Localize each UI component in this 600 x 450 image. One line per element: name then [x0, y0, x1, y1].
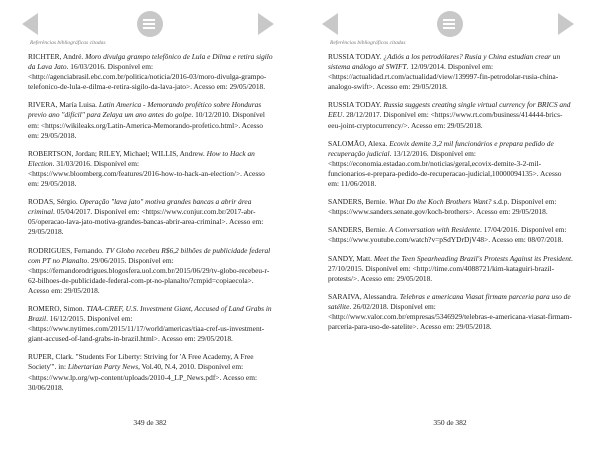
reference-entry: RIVERA, María Luisa. Latin America - Memorando profético sobre Honduras previo ano "difícil" para Zelaya um ano antes do golpe. 10/12/2010. Disponível em: <https://wikileaks.org/Latin-America-Memorando-profetico.html>. Acesso em: 29/05/2018. — [28, 100, 265, 140]
reference-entry: RUSSIA TODAY. Russia suggests creating single virtual currency for BRICS and EEU. 28/12/2017. Disponível em: <https://www.rt.com/business/414444-brics-eeu-joint-cryptocurrency/>. Acesso em: 29/05/2018. — [328, 100, 571, 130]
reference-entry: RODAS, Sérgio. Operação "lava jato" motiva grandes bancas a abrir área criminal. 05/04/2017. Disponível em: <https://www.conjur.com.br/2017-abr-05/operacao-lava-jato-motiva-grandes-bancas-abrir-area-criminal>. Acesso em: 29/05/2018. — [28, 197, 264, 237]
reference-entry: RUSSIA TODAY. ¿Adiós a los petrodólares? Rusia y China estudian crear un sistema análogo al SWIFT. 12/09/2014. Disponível em: <https://actualidad.rt.com/actualidad/view/139997-fin-petrodolar-rusia-china-analogo-swift>. Acesso em: 29/05/2018. — [328, 52, 561, 92]
next-page-icon[interactable] — [258, 13, 274, 35]
left-nav-bar — [0, 11, 300, 37]
reference-entry: SARAIVA, Alessandra. Telebras e americana Viasat firmam parceria para uso de satélite. 26/02/2018. Disponível em: <http://www.valor.com.br/empresas/5346929/telebras-e-americana-viasat-firmam-parceria-para-uso-de-satelite>. Acesso em: 29/05/2018. — [328, 291, 573, 332]
right-page — [300, 0, 600, 450]
reference-entry: SALOMÃO, Alexa. Ecovix demite 3,2 mil funcionários e prepara pedido de recuperação judicial. 13/12/2016. Disponível em: <https://economia.estadao.com.br/noticias/geral,ecovix-demite-3-2-mil-funcionarios-e-prepara-pedido-de-recuperacao-judicial,10000094135>. Acesso em: 11/06/2018. — [328, 138, 562, 189]
reference-entry: SANDY, Matt. Meet the Teen Spearheading Brazil's Protests Against its President. 27/10/2015. Disponível em: <http://time.com/4088721/kim-kataguiri-brazil-protests/>. Acesso em: 29/05/2018. — [328, 253, 573, 283]
previous-page-icon[interactable] — [322, 13, 338, 35]
reference-entry: SANDERS, Bernie. What Do the Koch Brothers Want? s.d.p. Disponível em: <https://www.sanders.senate.gov/koch-brothers>. Acesso em: 29/05/2018. — [328, 197, 557, 217]
reference-entry: RUPER, Clark. "Students For Liberty: Striving for 'A Free Academy, A Free Society'". in: Libertarian Party News, Vol.40, N.4, 2010. Disponível em: <https://www.lp.org/wp-content/uploads/2010-4_LP_News.pdf>. Acesso em: 30/06/2018. — [28, 352, 258, 392]
reference-entry: RODRIGUES, Fernando. TV Globo recebeu R$6,2 bilhões de publicidade federal com PT no Planalto. 29/06/2015. Disponível em: <https://fernandorodrigues.blogosfera.uol.com.br/2015/06/29/tv-globo-recebeu-r-62-bilhoes-de-publicidade-federal-com-pt-no-planalto/?cmpid=copiaecola>. Acesso em: 29/05/2018. — [28, 245, 271, 295]
page-number: 349 de 382 — [133, 418, 167, 427]
reference-entry: SANDERS, Bernie. A Conversation with Residente. 17/04/2016. Disponível em: <https://www.youtube.com/watch?v=pSdYDrDjV48>. Acesso em: 08/07/2018. — [328, 225, 567, 245]
reference-list — [28, 52, 274, 401]
next-page-icon[interactable] — [558, 13, 574, 35]
running-head: Referências bibliográficas citadas — [330, 40, 406, 46]
menu-icon[interactable] — [137, 11, 163, 37]
reference-entry: ROBERTSON, Jordan; RILEY, Michael; WILLIS, Andrew. How to Hack an Election. 31/03/2016. Disponível em: <https://www.bloomberg.com/features/2016-how-to-hack-an-election/>. Acesso em: 29/05/2018. — [28, 148, 265, 189]
menu-icon[interactable] — [437, 11, 463, 37]
reference-list — [328, 52, 574, 340]
page-number: 350 de 382 — [433, 418, 467, 427]
reference-entry: RICHTER, André. Moro divulga grampo telefônico de Lula e Dilma e retira sigilo da Lava Jato. 16/03/2016. Disponível em: <http://agenciabrasil.ebc.com.br/politica/noticia/2016-03/moro-divulga-grampo-telefonico-de-lula-e-dilma-e-retira-sigilo-da-lava-jato>. Acesso em: 29/05/2018. — [28, 52, 273, 92]
previous-page-icon[interactable] — [22, 13, 38, 35]
reference-entry: ROMERO, Simon. TIAA-CREF, U.S. Investment Giant, Accused of Land Grabs in Brazil. 16/12/2015. Disponível em: <https://www.nytimes.com/2015/11/17/world/americas/tiaa-cref-us-investment-giant-accused-of-land-grabs-in-brazil.html>. Acesso em: 29/05/2018. — [28, 303, 272, 344]
right-nav-bar — [300, 11, 600, 37]
running-head: Referências bibliográficas citadas — [30, 40, 106, 46]
